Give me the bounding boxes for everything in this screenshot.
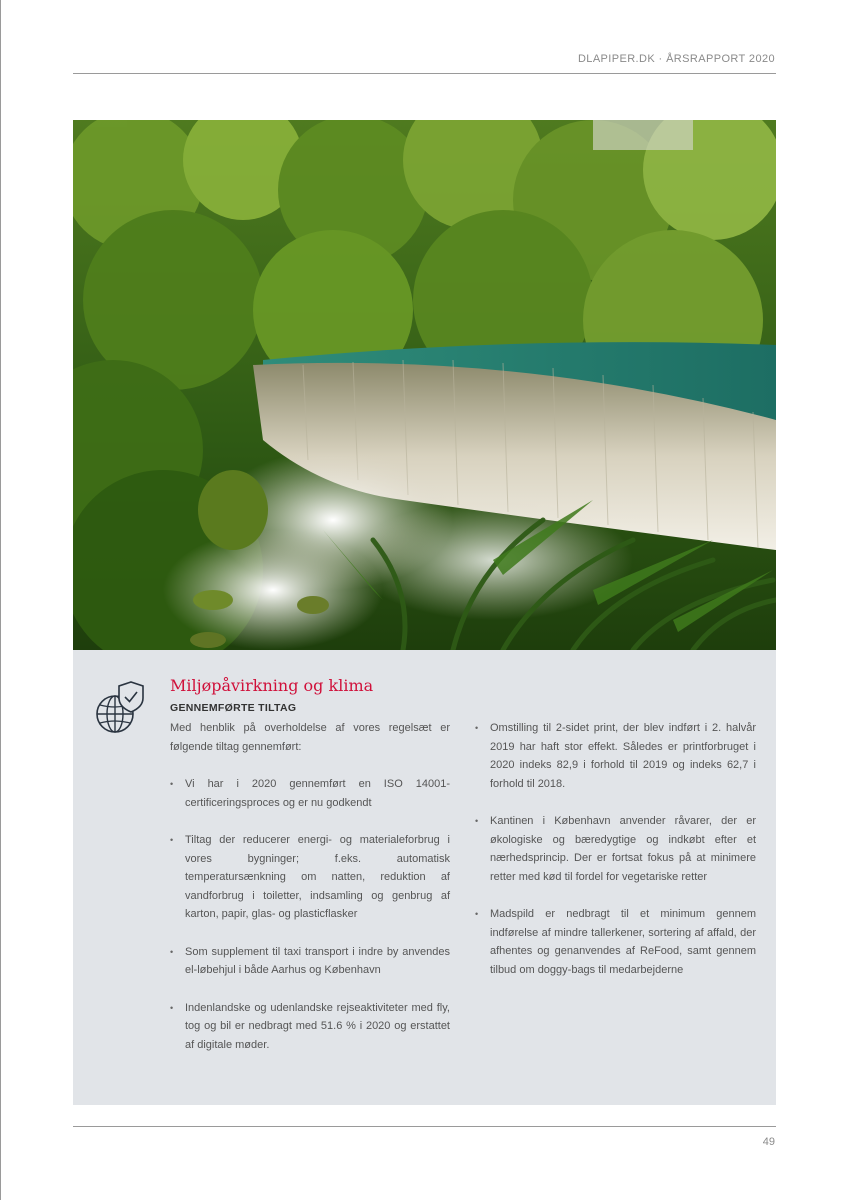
list-item: • Madspild er nedbragt til et minimum gennem indførelse af mindre tallerkener, sortering af affald, der afhentes og genanvendes af ReFood, samt gennem tilbud om doggy-bags til medarbejderne <box>475 905 756 979</box>
right-column <box>475 719 756 998</box>
list-item: • Som supplement til taxi transport i indre by anvendes el-løbehjul i både Aarhus og København <box>170 943 450 980</box>
header-rule <box>73 73 776 74</box>
waterfall-forest-photo <box>73 120 776 650</box>
running-header: DLAPIPER.DK · ÅRSRAPPORT 2020 <box>577 53 775 65</box>
intro-paragraph: Med henblik på overholdelse af vores regelsæt er følgende tiltag gennemført: <box>170 722 450 753</box>
globe-shield-check-icon <box>95 680 145 734</box>
list-item: • Indenlandske og udenlandske rejseaktiviteter med fly, tog og bil er nedbragt med 51.6 % i 2020 og erstattet af digitale møder. <box>170 999 450 1055</box>
section-subtitle: GENNEMFØRTE TILTAG <box>170 702 297 714</box>
section-title: Miljøpåvirkning og klima <box>170 676 374 695</box>
list-item: • Omstilling til 2-sidet print, der blev indført i 2. halvår 2019 har haft stor effekt. Således er printforbruget i 2020 indeks 82,9 i forhold til 2019 og indeks 62,7 i forhold til 2018. <box>475 719 756 793</box>
right-bullet-list <box>475 719 756 979</box>
content-panel <box>73 650 776 1105</box>
list-item: • Vi har i 2020 gennemført en ISO 14001-certificeringsproces og er nu godkendt <box>170 775 450 812</box>
photo-illustration <box>73 120 776 650</box>
left-column <box>170 719 450 1073</box>
page-edge-line <box>0 0 1 1200</box>
footer-rule <box>73 1126 776 1127</box>
list-item: • Tiltag der reducerer energi- og materialeforbrug i vores bygninger; f.eks. automatisk temperatursænkning om natten, reduktion af vandforbrug i toiletter, indsamling og genbrug af karton, papir, glas- og plasticflasker <box>170 831 450 924</box>
page-number: 49 <box>762 1136 775 1148</box>
left-bullet-list <box>170 775 450 1054</box>
list-item: • Kantinen i København anvender råvarer, der er økologiske og bæredygtige og indkøbt efter et nærhedsprincip. Der er fortsat fokus på at minimere retter med kød til fordel for vegetariske retter <box>475 812 756 886</box>
